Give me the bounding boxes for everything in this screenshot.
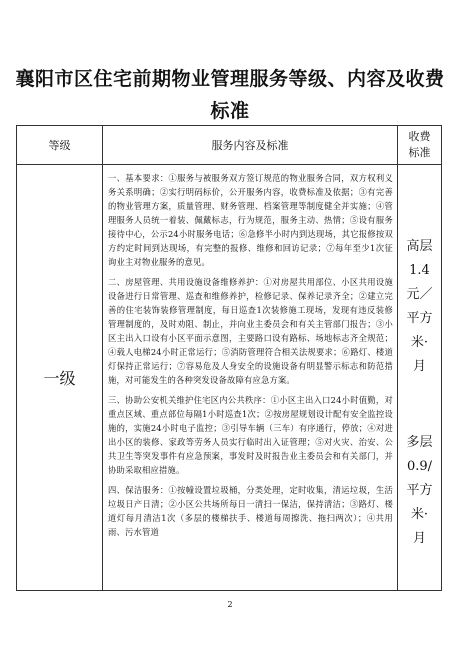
header-fee	[398, 126, 442, 165]
fee-cell	[398, 165, 442, 591]
content-paragraph-3: 三、协助公安机关维护住宅区内公共秩序：①小区主出入口24小时值勤，对重点区域、重点部位每隔1小时巡查1次；②按房屋规划设计配有安全监控设施的，实施24小时电子监控；③引导车辆（三车）有序通行，停放；④对进出小区的装修、家政等劳务人员实行临时出入证管理；⑤对火灾、治安、公共卫生等突发事件有应急预案，事发时及时报告业主委员会和有关部门，并协助采取相应措施。	[108, 395, 393, 475]
level-cell: 一级	[17, 165, 103, 591]
page-title: 襄阳市区住宅前期物业管理服务等级、内容及收费	[15, 68, 445, 90]
fee-multi-storey: 多层0.9/平方米·月	[406, 435, 433, 546]
fee-high-rise: 高层1.4元／平方米·月	[406, 239, 433, 374]
content-cell	[103, 165, 398, 591]
service-standards-table	[16, 125, 442, 591]
content-paragraph-2: 二、房屋管理、共用设施设备维修养护：①对房屋共用部位、小区共用设施设备进行日常管理、巡查和维修养护，检修记录、保养记录齐全；②建立完善的住宅装饰装修管理制度，每日巡查1次装修施工现场，发现有违反装修管理制度的，及时劝阻、制止，并向业主委员会和有关主管部门报告；③小区主出入口设有小区平面示意图，主要路口设有路标、场地标志齐全规范；④载人电梯24小时正常运行；⑤消防管理符合相关法规要求；⑥路灯、楼道灯保持正常运行；⑦容易危及人身安全的设施设备有明显警示标志和防范措施，对可能发生的各种突发设备故障有应急方案。	[108, 277, 393, 385]
content-paragraph-4: 四、保洁服务：①按幢设置垃圾桶，分类处理，定时收集，清运垃圾，生活垃圾日产日清；②小区公共场所每日一清扫一保洁，保持清洁；③路灯、楼道灯每月清洁1次（多层的楼梯扶手、楼道每周擦洗、拖扫两次）；④共用雨、污水管道	[108, 485, 393, 537]
content-paragraph-1: 一、基本要求：①服务与被服务双方签订规范的物业服务合同，双方权利义务关系明确；②实行明码标价，公开服务内容，收费标准及依据；③有完善的物业管理方案，质量管理、财务管理、档案管理等制度健全并实施；④管理服务人员统一着装、佩戴标志，行为规范，服务主动、热情；⑤设有服务接待中心，公示24小时服务电话；⑥急修半小时内到达现场，其它报修按双方约定时间到达现场，有完整的报修、维修和回访记录；⑦每年至少1次征询业主对物业服务的意见。	[108, 173, 393, 267]
page-title-continued: 标准	[210, 100, 250, 122]
header-content: 服务内容及标准	[103, 126, 398, 165]
table-row	[17, 165, 442, 591]
header-fee-label: 收费标准	[408, 130, 431, 159]
table-header-row	[17, 126, 442, 165]
page-number: 2	[227, 600, 233, 609]
header-level: 等级	[17, 126, 103, 165]
